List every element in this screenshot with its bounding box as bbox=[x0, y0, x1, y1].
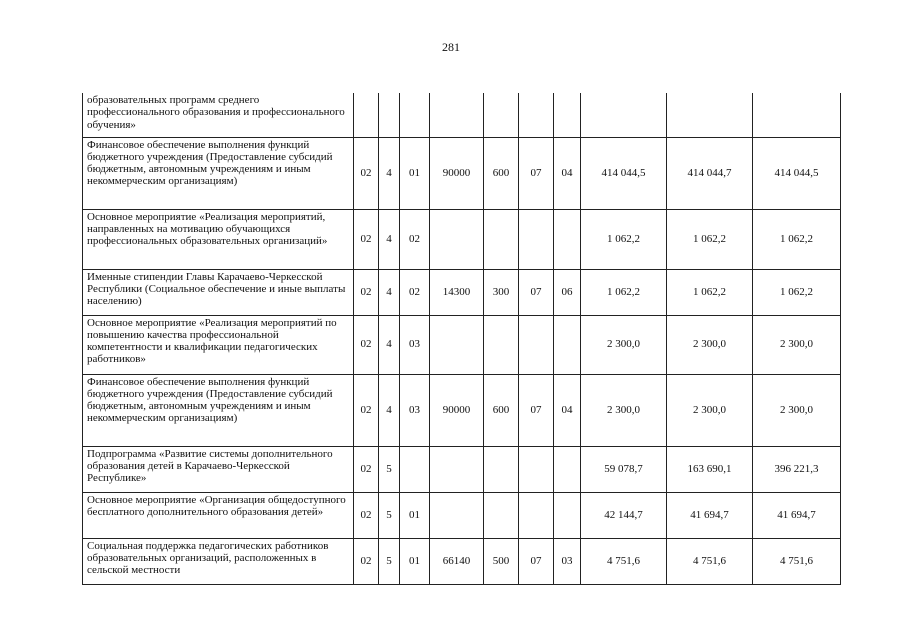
code-subsection: 06 bbox=[554, 269, 581, 315]
table-row bbox=[83, 269, 841, 315]
table-row bbox=[83, 137, 841, 209]
amount-year-1: 2 300,0 bbox=[581, 315, 667, 374]
amount-year-3: 1 062,2 bbox=[753, 209, 841, 269]
code-subprogram: 5 bbox=[379, 446, 400, 492]
code-expense-type: 600 bbox=[484, 374, 519, 446]
row-name: Основное мероприятие «Организация общедоступного бесплатного дополнительного образования детей» bbox=[83, 492, 354, 538]
amount-year-3: 4 751,6 bbox=[753, 538, 841, 584]
code-program: 02 bbox=[354, 269, 379, 315]
code-measure bbox=[400, 446, 430, 492]
code-section: 07 bbox=[519, 374, 554, 446]
table-body bbox=[83, 93, 841, 584]
code-measure bbox=[400, 93, 430, 137]
code-program: 02 bbox=[354, 209, 379, 269]
code-program: 02 bbox=[354, 446, 379, 492]
amount-year-1: 59 078,7 bbox=[581, 446, 667, 492]
code-program: 02 bbox=[354, 374, 379, 446]
code-section bbox=[519, 209, 554, 269]
row-name: Подпрограмма «Развитие системы дополнительного образования детей в Карачаево-Черкесской Республике» bbox=[83, 446, 354, 492]
table-row bbox=[83, 446, 841, 492]
row-name: Финансовое обеспечение выполнения функций бюджетного учреждения (Предоставление субсидий бюджетным, автономным учреждениям и иным некоммерческим организациям) bbox=[83, 137, 354, 209]
table-row bbox=[83, 93, 841, 137]
amount-year-1 bbox=[581, 93, 667, 137]
code-subsection: 04 bbox=[554, 137, 581, 209]
code-subprogram: 4 bbox=[379, 374, 400, 446]
code-section: 07 bbox=[519, 137, 554, 209]
row-name: Основное мероприятие «Реализация мероприятий по повышению качества профессиональной компетентности и квалификации педагогических работников» bbox=[83, 315, 354, 374]
code-subsection bbox=[554, 315, 581, 374]
amount-year-3: 1 062,2 bbox=[753, 269, 841, 315]
code-subsection: 04 bbox=[554, 374, 581, 446]
amount-year-2: 2 300,0 bbox=[667, 315, 753, 374]
code-direction bbox=[430, 492, 484, 538]
code-direction: 66140 bbox=[430, 538, 484, 584]
row-name: Именные стипендии Главы Карачаево-Черкесской Республики (Социальное обеспечение и иные выплаты населению) bbox=[83, 269, 354, 315]
amount-year-3 bbox=[753, 93, 841, 137]
code-subsection bbox=[554, 492, 581, 538]
amount-year-2: 1 062,2 bbox=[667, 209, 753, 269]
page-number: 281 bbox=[442, 40, 460, 54]
code-expense-type bbox=[484, 492, 519, 538]
code-expense-type: 300 bbox=[484, 269, 519, 315]
code-section: 07 bbox=[519, 269, 554, 315]
amount-year-1: 2 300,0 bbox=[581, 374, 667, 446]
amount-year-3: 396 221,3 bbox=[753, 446, 841, 492]
code-subsection bbox=[554, 446, 581, 492]
amount-year-3: 2 300,0 bbox=[753, 374, 841, 446]
row-name: Финансовое обеспечение выполнения функций бюджетного учреждения (Предоставление субсидий бюджетным, автономным учреждениям и иным некоммерческим организациям) bbox=[83, 374, 354, 446]
code-program: 02 bbox=[354, 137, 379, 209]
budget-table bbox=[82, 93, 841, 585]
amount-year-1: 4 751,6 bbox=[581, 538, 667, 584]
amount-year-2: 4 751,6 bbox=[667, 538, 753, 584]
code-subsection bbox=[554, 93, 581, 137]
code-subprogram: 4 bbox=[379, 137, 400, 209]
code-direction bbox=[430, 209, 484, 269]
code-program: 02 bbox=[354, 538, 379, 584]
code-measure: 03 bbox=[400, 315, 430, 374]
code-program bbox=[354, 93, 379, 137]
code-subprogram: 4 bbox=[379, 315, 400, 374]
amount-year-1: 1 062,2 bbox=[581, 209, 667, 269]
code-direction: 14300 bbox=[430, 269, 484, 315]
code-expense-type: 600 bbox=[484, 137, 519, 209]
code-direction: 90000 bbox=[430, 137, 484, 209]
code-section bbox=[519, 446, 554, 492]
code-section: 07 bbox=[519, 538, 554, 584]
table-row bbox=[83, 209, 841, 269]
code-expense-type bbox=[484, 93, 519, 137]
table-row bbox=[83, 538, 841, 584]
code-measure: 01 bbox=[400, 492, 430, 538]
code-expense-type bbox=[484, 446, 519, 492]
code-measure: 02 bbox=[400, 269, 430, 315]
code-expense-type: 500 bbox=[484, 538, 519, 584]
code-subprogram bbox=[379, 93, 400, 137]
code-subprogram: 5 bbox=[379, 538, 400, 584]
code-subsection: 03 bbox=[554, 538, 581, 584]
code-direction bbox=[430, 93, 484, 137]
row-name: Социальная поддержка педагогических работников образовательных организаций, расположенных в сельской местности bbox=[83, 538, 354, 584]
table-row bbox=[83, 492, 841, 538]
code-subprogram: 4 bbox=[379, 269, 400, 315]
amount-year-2 bbox=[667, 93, 753, 137]
code-direction: 90000 bbox=[430, 374, 484, 446]
table-row bbox=[83, 315, 841, 374]
amount-year-3: 414 044,5 bbox=[753, 137, 841, 209]
code-direction bbox=[430, 315, 484, 374]
amount-year-2: 1 062,2 bbox=[667, 269, 753, 315]
amount-year-1: 1 062,2 bbox=[581, 269, 667, 315]
code-measure: 03 bbox=[400, 374, 430, 446]
amount-year-2: 163 690,1 bbox=[667, 446, 753, 492]
amount-year-2: 414 044,7 bbox=[667, 137, 753, 209]
code-expense-type bbox=[484, 209, 519, 269]
row-name: образовательных программ среднего профессионального образования и профессионального обучения» bbox=[83, 93, 354, 137]
code-subprogram: 5 bbox=[379, 492, 400, 538]
code-expense-type bbox=[484, 315, 519, 374]
code-section bbox=[519, 93, 554, 137]
amount-year-3: 41 694,7 bbox=[753, 492, 841, 538]
row-name: Основное мероприятие «Реализация мероприятий, направленных на мотивацию обучающихся профессиональных образовательных организаций» bbox=[83, 209, 354, 269]
amount-year-2: 2 300,0 bbox=[667, 374, 753, 446]
amount-year-3: 2 300,0 bbox=[753, 315, 841, 374]
code-section bbox=[519, 315, 554, 374]
code-measure: 01 bbox=[400, 137, 430, 209]
code-measure: 02 bbox=[400, 209, 430, 269]
code-program: 02 bbox=[354, 315, 379, 374]
code-measure: 01 bbox=[400, 538, 430, 584]
amount-year-2: 41 694,7 bbox=[667, 492, 753, 538]
code-direction bbox=[430, 446, 484, 492]
code-section bbox=[519, 492, 554, 538]
code-subprogram: 4 bbox=[379, 209, 400, 269]
code-subsection bbox=[554, 209, 581, 269]
code-program: 02 bbox=[354, 492, 379, 538]
amount-year-1: 414 044,5 bbox=[581, 137, 667, 209]
table-row bbox=[83, 374, 841, 446]
amount-year-1: 42 144,7 bbox=[581, 492, 667, 538]
